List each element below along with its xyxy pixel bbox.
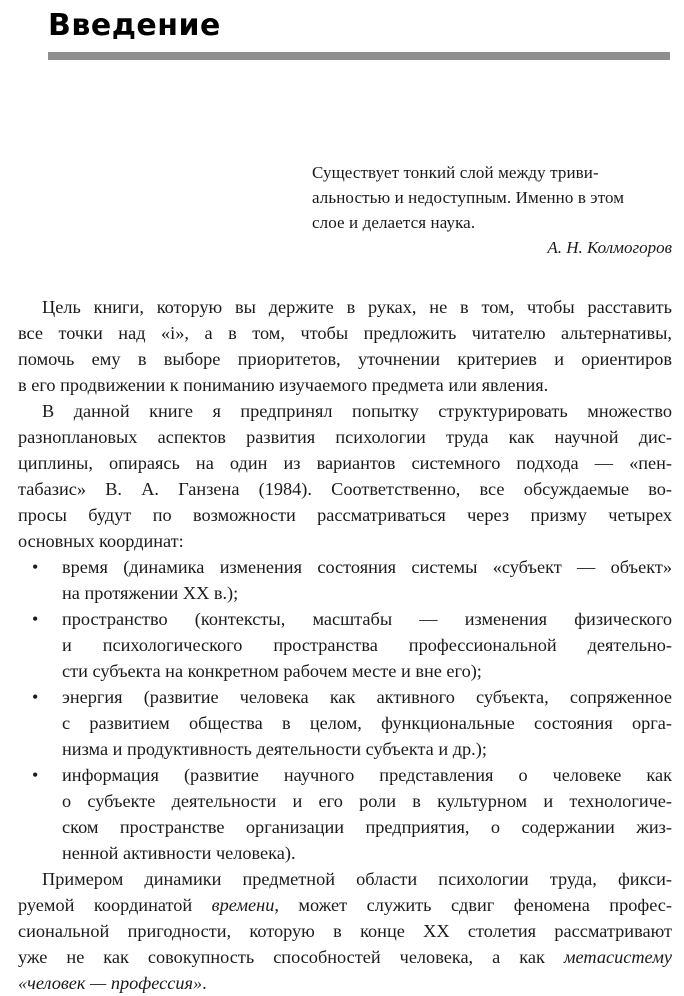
paragraph-example <box>18 866 672 996</box>
text-run: . <box>202 973 207 993</box>
text-line: в его продвижении к пониманию изучаемого предмета или явления. <box>18 375 549 395</box>
text-line: просы будут по возможности рассматриваться через призму четырех <box>18 505 672 525</box>
text-line: информация (развитие научного представления о человеке как <box>62 765 672 785</box>
text-line: энергия (развитие человека как активного субъекта, сопряженное <box>62 687 672 707</box>
text-line <box>18 970 672 996</box>
text-line: низма и продуктивность деятельности субъекта и др.); <box>62 739 487 759</box>
text-line: помочь ему в выборе приоритетов, уточнении критериев и ориентиров <box>18 349 672 369</box>
text-line: и психологического пространства профессиональной деятельно- <box>62 635 672 655</box>
epigraph-line: слое и делается наука. <box>312 213 476 232</box>
list-item-energy <box>18 684 672 762</box>
text-line: основных координат: <box>18 531 184 551</box>
text-line <box>18 944 672 970</box>
bullet-icon: • <box>32 557 39 577</box>
list-item-space <box>18 606 672 684</box>
text-line: все точки над «i», а в том, чтобы предложить читателю альтернативы, <box>18 323 672 343</box>
text-line: ском пространстве организации предприятия, о содержании жиз- <box>62 817 672 837</box>
title-rule <box>48 52 670 60</box>
epigraph <box>312 160 672 235</box>
body-text <box>18 294 672 996</box>
bullet-icon: • <box>32 609 39 629</box>
text-line: о субъекте деятельности и его роли в культурном и технологиче- <box>62 791 672 811</box>
chapter-title: Введение <box>48 8 221 43</box>
text-line: сиональной пригодности, которую в конце XX столетия рассматривают <box>18 921 672 941</box>
bullet-list <box>18 554 672 866</box>
list-item-time <box>18 554 672 606</box>
text-run: , может служить сдвиг феномена профес- <box>274 895 672 915</box>
text-line: разноплановых аспектов развития психологии труда как научной дис- <box>18 427 672 447</box>
text-line <box>18 892 672 918</box>
list-item-information <box>18 762 672 866</box>
emphasis-metasystem: метасистему <box>563 947 672 967</box>
text-line: время (динамика изменения состояния системы «субъект — объект» <box>62 557 672 577</box>
paragraph-approach <box>18 398 672 554</box>
text-line: Цель книги, которую вы держите в руках, не в том, чтобы расставить <box>42 297 672 317</box>
emphasis-time: времени <box>211 895 275 915</box>
text-line: с развитием общества в целом, функциональные состояния орга- <box>62 713 672 733</box>
paragraph-goal <box>18 294 672 398</box>
text-line: на протяжении XX в.); <box>62 583 239 603</box>
epigraph-line: Существует тонкий слой между триви- <box>312 163 599 182</box>
text-line: сти субъекта на конкретном рабочем месте и вне его); <box>62 661 482 681</box>
text-run: руемой координатой <box>18 895 212 915</box>
text-line: В данной книге я предпринял попытку структурировать множество <box>42 401 672 421</box>
text-run: уже не как совокупность способностей человека, а как <box>18 947 564 967</box>
bullet-icon: • <box>32 765 39 785</box>
text-line: Примером динамики предметной области психологии труда, фикси- <box>42 869 672 889</box>
text-line: циплины, опираясь на один из вариантов системного подхода — «пен- <box>18 453 672 473</box>
emphasis-human-profession: «человек — профессия» <box>18 973 203 993</box>
epigraph-author: А. Н. Колмогоров <box>547 238 672 257</box>
bullet-icon: • <box>32 687 39 707</box>
text-line: пространство (контексты, масштабы — изменения физического <box>62 609 672 629</box>
text-line: ненной активности человека). <box>62 843 296 863</box>
text-line: табазис» В. А. Ганзена (1984). Соответственно, все обсуждаемые во- <box>18 479 672 499</box>
epigraph-line: альностью и недоступным. Именно в этом <box>312 188 625 207</box>
